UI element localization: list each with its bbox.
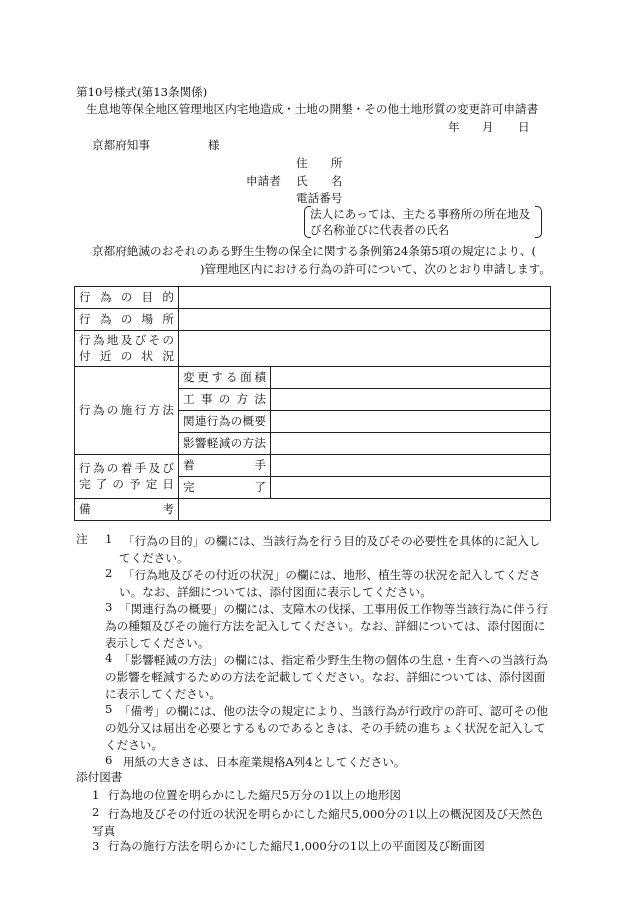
site-status-label xyxy=(75,331,179,367)
note-text: 「備考」の欄には、他の法令の規定により、当該行為が行政庁の許可、認可その他の処分又は届出を必要とするものであるときは、その手続の進ちょく状況を記入してください。 xyxy=(105,704,548,752)
remarks-field[interactable] xyxy=(179,499,551,521)
application-table xyxy=(74,286,551,521)
method-field[interactable] xyxy=(271,367,551,389)
attachment-number: 2 xyxy=(92,805,100,819)
method-field[interactable] xyxy=(271,411,551,433)
attachment-text: 行為の施行方法を明らかにした縮尺1,000分の1以上の平面図及び断面図 xyxy=(108,839,485,853)
applicant-address-label: 住 所 xyxy=(296,156,343,170)
form-title: 生息地等保全地区管理地区内宅地造成・土地の開墾・その他土地形質の変更許可申請書 xyxy=(86,102,539,116)
note-text: 「影響軽減の方法」の欄には、指定希少野生生物の個体の生息・生育への当該行為の影響を軽減するための方法を記載してください。なお、詳細については、添付図面に表示してください。 xyxy=(105,653,548,701)
date-day: 日 xyxy=(518,120,530,134)
date-year: 年 xyxy=(448,120,460,134)
note-text: 「行為地及びその付近の状況」の欄には、地形、植生等の状況を記入してください。なお、詳細については、添付図面に表示してください。 xyxy=(119,568,541,599)
addressee-name: 京都府知事 xyxy=(92,138,150,152)
schedule-label-line2: 完了の予定日 xyxy=(79,476,174,491)
start-label: 着 手 xyxy=(179,455,271,477)
method-sub-label: 影響軽減の方法 xyxy=(179,433,271,455)
row-remarks xyxy=(75,499,551,521)
site-status-field[interactable] xyxy=(179,331,551,367)
site-status-label-line1: 行為地及びその xyxy=(79,333,174,348)
end-date-field[interactable] xyxy=(271,477,551,499)
note-text: 「関連行為の概要」の欄には、支障木の伐採、工事用仮工作物等当該行為に伴う行為の種類及びその施行方法を記入してください。なお、詳細については、添付図面に表示してください。 xyxy=(105,602,548,650)
note-number: 5 xyxy=(105,702,113,716)
remarks-label: 備 考 xyxy=(75,499,179,521)
note-text: 用紙の大きさは、日本産業規格A列4としてください。 xyxy=(123,755,406,769)
end-label: 完 了 xyxy=(179,477,271,499)
applicant-prefix: 申請者 xyxy=(246,174,281,188)
form-number: 第10号様式(第13条関係) xyxy=(76,85,208,99)
row-method-1 xyxy=(75,367,551,389)
schedule-label xyxy=(75,455,179,499)
applicant-phone-label: 電話番号 xyxy=(296,191,343,205)
attachment-text: 行為地の位置を明らかにした縮尺5万分の1以上の地形図 xyxy=(108,788,402,802)
method-sub-label: 関連行為の概要 xyxy=(179,411,271,433)
note-number: 1 xyxy=(105,532,113,546)
attachments-label: 添付図書 xyxy=(76,770,123,784)
notes-label: 注 xyxy=(76,532,88,546)
site-status-label-line2: 付近の状況 xyxy=(79,348,174,363)
addressee-honorific: 様 xyxy=(208,138,220,152)
method-sub-label: 変更する面積 xyxy=(179,367,271,389)
row-purpose xyxy=(75,287,551,309)
method-sub-label: 工事の方法 xyxy=(179,389,271,411)
corp-note-line1: 法人にあっては、主たる事務所の所在地及 xyxy=(310,207,531,221)
method-field[interactable] xyxy=(271,433,551,455)
method-label: 行為の施行方法 xyxy=(75,367,179,455)
purpose-label: 行為の目的 xyxy=(75,287,179,309)
row-schedule-start xyxy=(75,455,551,477)
note-number: 4 xyxy=(105,651,113,665)
attachment-text: 行為地及びその付近の状況を明らかにした縮尺5,000分の1以上の概況図及び天然色写真 xyxy=(92,807,543,838)
corp-note-line2: び名称並びに代表者の氏名 xyxy=(310,223,450,237)
note-number: 2 xyxy=(105,566,113,580)
row-location xyxy=(75,309,551,331)
note-text: 「行為の目的」の欄には、当該行為を行う目的及びその必要性を具体的に記入してください。 xyxy=(119,534,541,565)
attachment-number: 1 xyxy=(92,788,100,802)
bracket-right xyxy=(535,206,542,238)
applicant-name-label: 氏 名 xyxy=(296,174,343,188)
attachment-number: 3 xyxy=(92,839,100,853)
date-month: 月 xyxy=(482,120,494,134)
schedule-label-line1: 行為の着手及び xyxy=(79,461,174,476)
statement-line1: 京都府絶滅のおそれのある野生生物の保全に関する条例第24条第5項の規定により、( xyxy=(92,244,537,258)
note-number: 3 xyxy=(105,600,113,614)
method-field[interactable] xyxy=(271,389,551,411)
note-number: 6 xyxy=(105,753,113,767)
statement-line2: )管理地区内における行為の許可について、次のとおり申請します。 xyxy=(200,262,551,276)
purpose-field[interactable] xyxy=(179,287,551,309)
start-date-field[interactable] xyxy=(271,455,551,477)
row-site-status xyxy=(75,331,551,367)
location-field[interactable] xyxy=(179,309,551,331)
location-label: 行為の場所 xyxy=(75,309,179,331)
